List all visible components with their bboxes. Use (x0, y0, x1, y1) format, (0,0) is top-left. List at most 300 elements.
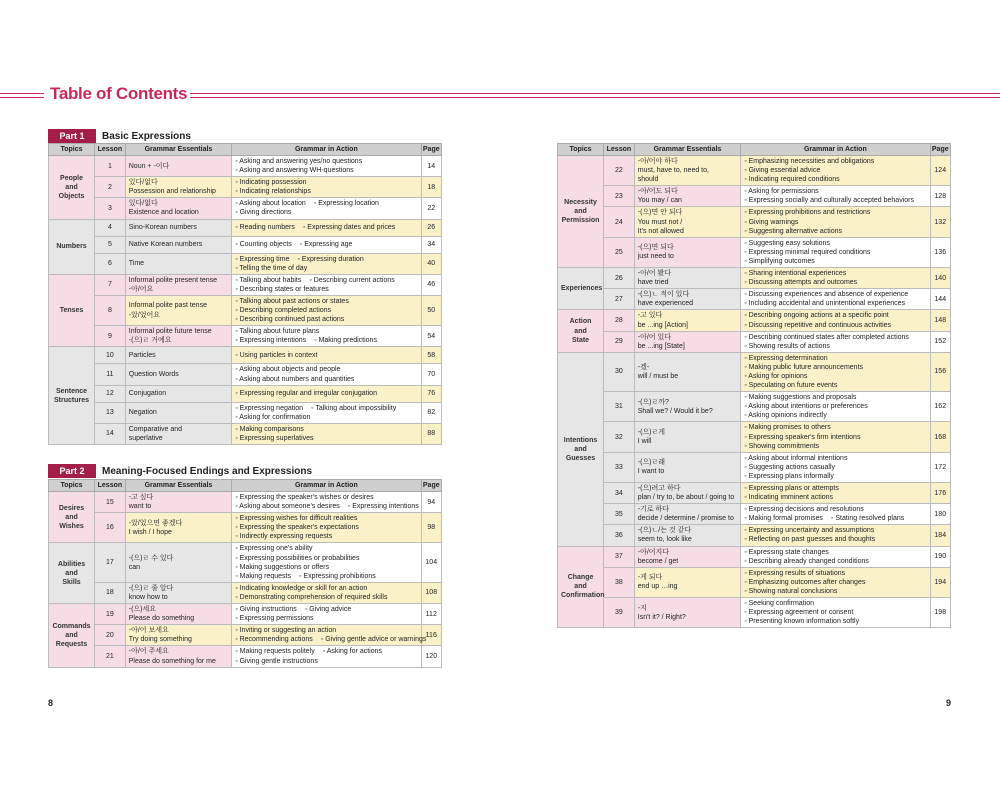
grammar-essential: Particles (125, 347, 231, 364)
grammar-in-action (741, 525, 930, 546)
action-line (744, 587, 926, 596)
action-item: ◦ Giving essential advice (744, 167, 821, 175)
lesson-number: 5 (95, 236, 126, 253)
lesson-number: 10 (95, 347, 126, 364)
action-item: ◦ Indicating knowledge or skill for an action (235, 584, 368, 592)
action-line (744, 208, 926, 217)
action-line (744, 514, 926, 523)
grammar-essential: -(으)ㄹ래 I want to (634, 452, 740, 482)
page-ref: 34 (421, 236, 441, 253)
header-rule-left (0, 93, 44, 98)
action-item: ◦ Giving advice (304, 606, 352, 614)
column-header-topics: Topics (49, 480, 95, 492)
action-item: ◦ Suggesting alternative actions (744, 227, 843, 235)
table-row (558, 452, 951, 482)
table-header-row (558, 144, 951, 156)
grammar-in-action (232, 364, 421, 385)
action-item: ◦ Showing commitments (744, 442, 820, 450)
page-ref: 58 (421, 347, 441, 364)
grammar-in-action (741, 483, 930, 504)
action-line (744, 257, 926, 266)
action-item: ◦ Suggesting actions casually (744, 463, 835, 471)
page-ref: 176 (930, 483, 950, 504)
table-row (558, 289, 951, 310)
action-line (235, 336, 417, 345)
lesson-number: 14 (95, 423, 126, 444)
page-ref: 144 (930, 289, 950, 310)
table-row (558, 331, 951, 352)
table-row (558, 310, 951, 331)
column-header-page: Page (930, 144, 950, 156)
part2-heading (48, 464, 312, 478)
grammar-essential: -(으)ㄹ게 I will (634, 422, 740, 452)
grammar-essential: -고 있다 be ...ing [Action] (634, 310, 740, 331)
action-item: ◦ Discussing attempts and outcomes (744, 279, 858, 287)
grammar-in-action (741, 289, 930, 310)
action-line (235, 493, 417, 502)
table-row (558, 567, 951, 597)
action-item: ◦ Indirectly expressing requests (235, 533, 333, 541)
lesson-number: 11 (95, 364, 126, 385)
action-item: ◦ Asking for actions (322, 648, 383, 656)
grammar-essential: Negation (125, 402, 231, 423)
action-line (744, 454, 926, 463)
page-title: Table of Contents (50, 84, 188, 103)
lesson-number: 36 (604, 525, 635, 546)
action-line (235, 413, 417, 422)
lesson-number: 8 (95, 295, 126, 325)
action-item: ◦ Asking for opinions (744, 372, 808, 380)
page-ref: 98 (421, 513, 441, 543)
column-header-action: Grammar in Action (232, 144, 421, 156)
action-item: ◦ Expressing time (235, 255, 290, 263)
grammar-essential: -(으)ㄹ까? Shall we? / Would it be? (634, 392, 740, 422)
grammar-in-action (232, 402, 421, 423)
action-line (235, 635, 427, 644)
action-line (235, 327, 417, 336)
action-line (744, 381, 926, 390)
action-line (235, 404, 417, 413)
page-number-left: 8 (48, 698, 54, 708)
action-item: ◦ Making requests (235, 572, 291, 580)
action-line (744, 239, 926, 248)
action-line (744, 411, 926, 420)
action-line (744, 578, 926, 587)
grammar-in-action (232, 295, 421, 325)
lesson-number: 17 (95, 543, 126, 582)
grammar-essential: -(으)면 안 되다 You must not / It's not allowed (634, 207, 740, 237)
action-item: ◦ Expressing intentions (347, 503, 419, 511)
action-line (744, 493, 926, 502)
action-item: ◦ Indicating required conditions (744, 176, 840, 184)
page-ref: 128 (930, 186, 950, 207)
action-item: ◦ Expressing age (299, 241, 353, 249)
part1-table (48, 143, 442, 445)
table-row (558, 546, 951, 567)
action-line (235, 285, 417, 294)
action-line (235, 375, 417, 384)
action-item: ◦ Expressing plans informally (744, 472, 834, 480)
grammar-in-action (232, 177, 421, 198)
action-item: ◦ Demonstrating comprehension of required skills (235, 593, 388, 601)
action-item: ◦ Describing current actions (309, 276, 395, 284)
page-ref: 82 (421, 402, 441, 423)
page-ref: 162 (930, 392, 950, 422)
lesson-number: 15 (95, 492, 126, 513)
action-item: ◦ Asking and answering WH-questions (235, 167, 354, 175)
action-item: ◦ Expressing socially and culturally accepted behaviors (744, 197, 914, 205)
action-item: ◦ Emphasizing necessities and obligations (744, 158, 875, 165)
grammar-essential: -았/었으면 좋겠다 I wish / I hope (125, 513, 231, 543)
grammar-in-action (232, 347, 421, 364)
action-item: ◦ Sharing intentional experiences (744, 270, 847, 278)
lesson-number: 38 (604, 567, 635, 597)
grammar-essential: -기로 하다 decide / determine / promise to (634, 504, 740, 525)
action-item: ◦ Expressing prohibitions and restrictions (744, 209, 871, 217)
table-row (49, 236, 442, 253)
page-ref: 46 (421, 274, 441, 295)
toc-header (0, 82, 1000, 110)
table-row (49, 513, 442, 543)
lesson-number: 4 (95, 219, 126, 236)
action-line (744, 372, 926, 381)
action-item: ◦ Describing already changed conditions (744, 557, 869, 565)
action-item: ◦ Expressing speaker's firm intentions (744, 433, 861, 441)
action-line (744, 472, 926, 481)
action-item: ◦ Giving directions (235, 209, 292, 217)
grammar-essential: -아/어도 되다 You may / can (634, 186, 740, 207)
table-row (49, 385, 442, 402)
table-row (558, 186, 951, 207)
action-line (235, 178, 417, 187)
action-item: ◦ Suggesting easy solutions (744, 239, 830, 247)
lesson-number: 33 (604, 452, 635, 482)
lesson-number: 9 (95, 326, 126, 347)
table-row (49, 156, 442, 177)
action-line (235, 502, 417, 511)
grammar-in-action (232, 582, 421, 603)
action-line (235, 605, 417, 614)
lesson-number: 37 (604, 546, 635, 567)
page-ref: 50 (421, 295, 441, 325)
part2-badge: Part 2 (48, 464, 96, 478)
action-line (744, 187, 926, 196)
action-line (235, 276, 417, 285)
part1-badge: Part 1 (48, 129, 96, 143)
lesson-number: 26 (604, 268, 635, 289)
action-item: ◦ Emphasizing outcomes after changes (744, 578, 866, 586)
table-row (558, 483, 951, 504)
grammar-essential: Conjugation (125, 385, 231, 402)
grammar-in-action (741, 546, 930, 567)
action-line (235, 523, 417, 532)
grammar-in-action (232, 253, 421, 274)
lesson-number: 27 (604, 289, 635, 310)
lesson-number: 22 (604, 156, 635, 186)
action-line (744, 363, 926, 372)
grammar-in-action (741, 237, 930, 267)
part2-title: Meaning-Focused Endings and Expressions (102, 465, 313, 477)
lesson-number: 6 (95, 253, 126, 274)
action-line (235, 187, 417, 196)
action-line (744, 599, 926, 608)
table-row (49, 625, 442, 646)
grammar-essential: -아/어 봤다 have tried (634, 268, 740, 289)
action-item: ◦ Indicating possession (235, 179, 307, 187)
action-item: ◦ Asking about location (235, 200, 306, 208)
grammar-essential: -(으)ㄴ 적이 있다 have experienced (634, 289, 740, 310)
topic-cell: Abilities and Skills (49, 543, 95, 604)
action-line (744, 299, 926, 308)
grammar-essential: Sino-Korean numbers (125, 219, 231, 236)
table-row (49, 604, 442, 625)
table-row (49, 582, 442, 603)
action-item: ◦ Counting objects (235, 241, 292, 249)
page-ref: 14 (421, 156, 441, 177)
page-ref: 94 (421, 492, 441, 513)
action-item: ◦ Expressing plans or attempts (744, 485, 839, 492)
action-item: ◦ Expressing prohibitions (298, 572, 376, 580)
action-item: ◦ Expressing negation (235, 404, 304, 412)
part2-table (48, 479, 442, 668)
action-item: ◦ Asking opinions indirectly (744, 412, 827, 420)
table-row (49, 326, 442, 347)
action-item: ◦ Asking about informal intentions (744, 454, 848, 462)
grammar-in-action (741, 352, 930, 391)
action-item: ◦ Asking about numbers and quantities (235, 375, 355, 383)
action-item: ◦ Including accidental and unintentional experiences (744, 300, 906, 308)
action-line (744, 548, 926, 557)
table-row (49, 177, 442, 198)
table-row (49, 219, 442, 236)
action-line (744, 402, 926, 411)
action-item: ◦ Simplifying outcomes (744, 257, 815, 265)
action-item: ◦ Asking about someone's desires (235, 503, 340, 511)
table-row (49, 198, 442, 219)
action-item: ◦ Making public future announcements (744, 363, 864, 371)
action-line (744, 333, 926, 342)
action-item: ◦ Expressing agreement or consent (744, 609, 854, 617)
action-item: ◦ Expressing dates and prices (302, 224, 396, 232)
table-row (49, 295, 442, 325)
topic-cell: Sentence Structures (49, 347, 95, 445)
lesson-number: 39 (604, 598, 635, 628)
action-item: ◦ Giving warnings (744, 218, 799, 226)
action-line (235, 389, 417, 398)
topic-cell: Change and Confirmation (558, 546, 604, 628)
table-row (558, 268, 951, 289)
action-line (744, 166, 926, 175)
topic-cell: Commands and Requests (49, 604, 95, 668)
action-item: ◦ Expressing the speaker's wishes or desires (235, 494, 374, 501)
action-item: ◦ Making requests politely (235, 648, 315, 656)
part1-title: Basic Expressions (102, 130, 191, 142)
action-item: ◦ Describing completed actions (235, 307, 332, 315)
lesson-number: 30 (604, 352, 635, 391)
grammar-in-action (232, 604, 421, 625)
table-row (49, 364, 442, 385)
action-line (235, 514, 417, 523)
action-item: ◦ Describing continued states after completed actions (744, 333, 909, 341)
action-line (235, 264, 417, 273)
table-row (558, 156, 951, 186)
grammar-essential: -지 Isn't it? / Right? (634, 598, 740, 628)
table-row (558, 525, 951, 546)
page-ref: 26 (421, 219, 441, 236)
action-item: ◦ Describing continued past actions (235, 316, 345, 324)
table-row (49, 646, 442, 667)
grammar-essential: -아/어야 하다 must, have to, need to, should (634, 156, 740, 186)
action-item: ◦ Describing ongoing actions at a specific point (744, 312, 889, 320)
lesson-number: 25 (604, 237, 635, 267)
lesson-number: 24 (604, 207, 635, 237)
grammar-essential: -아/어 있다 be ...ing [State] (634, 331, 740, 352)
page-ref: 54 (421, 326, 441, 347)
action-item: ◦ Reflecting on past guesses and thoughts (744, 536, 876, 544)
action-item: ◦ Making predictions (314, 337, 377, 345)
page-ref: 116 (421, 625, 441, 646)
column-header-essentials: Grammar Essentials (634, 144, 740, 156)
grammar-essential: 있다/없다 Existence and location (125, 198, 231, 219)
action-line (235, 614, 417, 623)
action-item: ◦ Expressing decisions and resolutions (744, 506, 864, 514)
table-row (49, 402, 442, 423)
action-item: ◦ Expressing permissions (235, 615, 314, 623)
action-line (235, 593, 417, 602)
lesson-number: 3 (95, 198, 126, 219)
action-line (744, 608, 926, 617)
column-header-page: Page (421, 144, 441, 156)
action-line (744, 442, 926, 451)
table-row (558, 598, 951, 628)
topic-cell: Action and State (558, 310, 604, 352)
grammar-in-action (232, 385, 421, 402)
action-item: ◦ Using particles in context (235, 351, 318, 359)
action-item: ◦ Expressing possibilities or probabilities (235, 554, 360, 562)
grammar-essential: -(으)ㄴ/는 것 같다 seem to, look like (634, 525, 740, 546)
action-item: ◦ Making suggestions and proposals (744, 394, 857, 402)
action-line (744, 342, 926, 351)
page-ref: 172 (930, 452, 950, 482)
action-line (235, 223, 417, 232)
grammar-essential: -게 되다 end up …ing (634, 567, 740, 597)
action-line (744, 278, 926, 287)
action-line (744, 433, 926, 442)
column-header-topics: Topics (49, 144, 95, 156)
grammar-in-action (741, 156, 930, 186)
table-header-row (49, 480, 442, 492)
grammar-essential: -(으)세요 Please do something (125, 604, 231, 625)
action-item: ◦ Expressing one's ability (235, 545, 313, 553)
action-line (744, 569, 926, 578)
page-ref: 136 (930, 237, 950, 267)
topic-cell: Necessity and Permission (558, 156, 604, 268)
action-item: ◦ Indicating relationships (235, 188, 311, 196)
action-line (744, 484, 926, 493)
grammar-essential: Native Korean numbers (125, 236, 231, 253)
action-item: ◦ Presenting known information softly (744, 618, 860, 626)
grammar-essential: -아/어 주세요 Please do something for me (125, 646, 231, 667)
action-line (235, 351, 417, 360)
action-line (744, 354, 926, 363)
action-item: ◦ Expressing superlatives (235, 434, 314, 442)
lesson-number: 1 (95, 156, 126, 177)
action-item: ◦ Giving gentle instructions (235, 657, 318, 665)
action-item: ◦ Expressing location (313, 200, 379, 208)
action-line (235, 626, 417, 635)
action-line (744, 617, 926, 626)
page-number-right: 9 (946, 698, 952, 708)
column-header-action: Grammar in Action (232, 480, 421, 492)
grammar-in-action (232, 198, 421, 219)
action-line (235, 544, 417, 553)
page-ref: 104 (421, 543, 441, 582)
action-line (744, 269, 926, 278)
grammar-in-action (232, 274, 421, 295)
action-item: ◦ Asking and answering yes/no questions (235, 158, 363, 165)
column-header-essentials: Grammar Essentials (125, 144, 231, 156)
action-item: ◦ Expressing state changes (744, 548, 829, 556)
column-header-action: Grammar in Action (741, 144, 930, 156)
grammar-in-action (741, 598, 930, 628)
action-line (235, 434, 417, 443)
page-ref: 124 (930, 156, 950, 186)
action-item: ◦ Showing natural conclusions (744, 587, 838, 595)
action-item: ◦ Expressing determination (744, 354, 828, 362)
action-line (235, 365, 417, 374)
page-ref: 18 (421, 177, 441, 198)
action-line (744, 157, 926, 166)
grammar-essential: Informal polite present tense -아/어요 (125, 274, 231, 295)
grammar-in-action (232, 219, 421, 236)
action-item: ◦ Asking about intentions or preferences (744, 403, 868, 411)
action-item: ◦ Making comparisons (235, 425, 304, 433)
action-line (235, 647, 417, 656)
action-item: ◦ Expressing results of situations (744, 569, 846, 577)
page-ref: 198 (930, 598, 950, 628)
action-item: ◦ Expressing uncertainty and assumptions (744, 527, 875, 535)
action-item: ◦ Discussing experiences and absence of experience (744, 291, 909, 299)
grammar-in-action (232, 625, 427, 646)
table-row (49, 274, 442, 295)
table-header-row (49, 144, 442, 156)
action-item: ◦ Making formal promises (744, 515, 823, 523)
action-line (744, 290, 926, 299)
page-ref: 40 (421, 253, 441, 274)
grammar-essential: Time (125, 253, 231, 274)
column-header-lesson: Lesson (95, 144, 126, 156)
lesson-number: 31 (604, 392, 635, 422)
table-row (558, 504, 951, 525)
table-row (49, 347, 442, 364)
grammar-in-action (741, 207, 930, 237)
column-header-topics: Topics (558, 144, 604, 156)
page-ref: 156 (930, 352, 950, 391)
action-line (744, 311, 926, 320)
lesson-number: 7 (95, 274, 126, 295)
page-ref: 148 (930, 310, 950, 331)
column-header-lesson: Lesson (604, 144, 635, 156)
column-header-lesson: Lesson (95, 480, 126, 492)
grammar-in-action (741, 504, 930, 525)
lesson-number: 16 (95, 513, 126, 543)
action-item: ◦ Giving instructions (235, 606, 297, 614)
grammar-essential: -아/어 보세요 Try doing something (125, 625, 231, 646)
topic-cell: People and Objects (49, 156, 95, 220)
action-line (744, 557, 926, 566)
page-ref: 132 (930, 207, 950, 237)
action-line (235, 166, 417, 175)
